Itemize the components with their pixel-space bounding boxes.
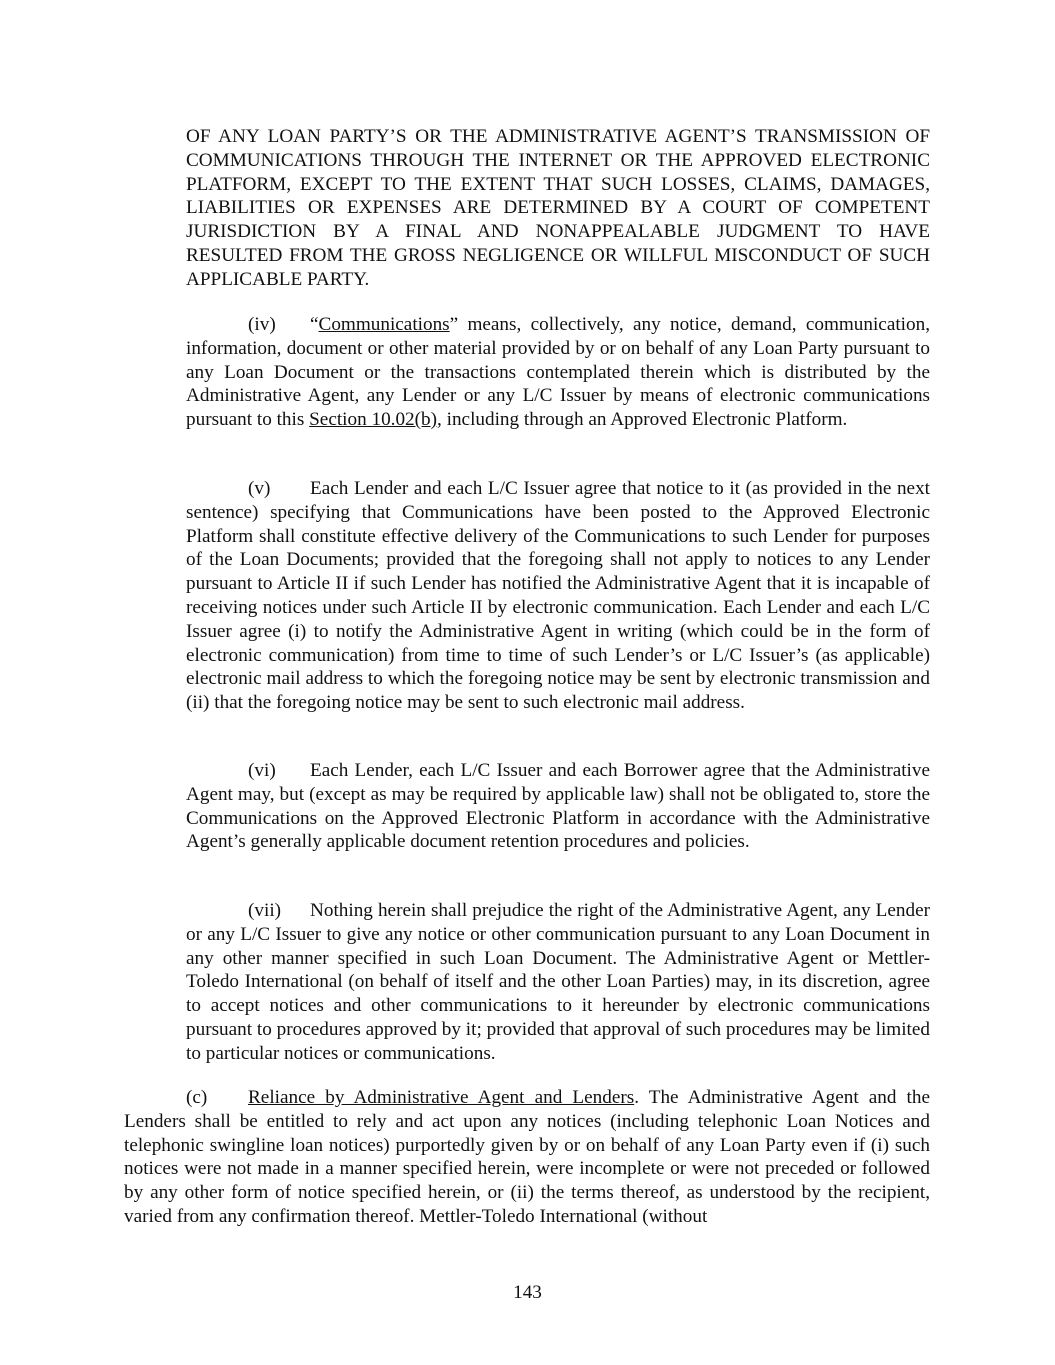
paragraph-number: (v) (248, 478, 271, 499)
paragraph-text: ” means, collectively, any notice, demand, communication, information, document or other material provided by or on behalf of any Loan Party pursuant to any Loan Document or the transactions contemplated therein which is distributed by the Administrative Agent, any Lender or any L/C Issuer by means of electronic communications pursuant to this (186, 314, 930, 431)
paragraph-text: . The Administrative Agent and the Lenders shall be entitled to rely and act upon any notices (including telephonic Loan Notices and telephonic swingline loan notices) purportedly given by or on behalf of any Loan Party even if (i) such notices were not made in a manner specified herein, were incomplete or were not preceded or followed by any other form of notice specified herein, or (ii) the terms thereof, as understood by the recipient, varied from any confirmation thereof. Mettler-Toledo International (without (124, 1087, 930, 1227)
paragraph-number: (vii) (248, 900, 282, 921)
paragraph-c (124, 1086, 930, 1229)
paragraph-caps-disclaimer: OF ANY LOAN PARTY’S OR THE ADMINISTRATIVE AGENT’S TRANSMISSION OF COMMUNICATIONS THROUGH THE INTERNET OR THE APPROVED ELECTRONIC PLATFORM, EXCEPT TO THE EXTENT THAT SUCH LOSSES, CLAIMS, DAMAGES, LIABILITIES OR EXPENSES ARE DETERMINED BY A COURT OF COMPETENT JURISDICTION BY A FINAL AND NONAPPEALABLE JUDGMENT TO HAVE RESULTED FROM THE GROSS NEGLIGENCE OR WILLFUL MISCONDUCT OF SUCH APPLICABLE PARTY. (186, 126, 930, 290)
paragraph-number: (vi) (248, 760, 276, 781)
section-heading: Reliance by Administrative Agent and Lenders (248, 1087, 635, 1108)
section-reference: Section 10.02(b) (309, 409, 438, 431)
page-number: 143 (513, 1282, 542, 1303)
paragraph-text: Each Lender, each L/C Issuer and each Borrower agree that the Administrative Agent may, but (except as may be required by applicable law) shall not be obligated to, store the Communications on the Approved Electronic Platform in accordance with the Administrative Agent’s generally applicable document retention procedures and policies. (186, 760, 930, 853)
quote-open: “ (310, 314, 319, 335)
paragraph-vii (186, 899, 930, 1066)
paragraph-number: (iv) (248, 314, 276, 335)
paragraph-number: (c) (186, 1087, 208, 1108)
paragraph-text: Each Lender and each L/C Issuer agree that notice to it (as provided in the next sentence) specifying that Communications have been posted to the Approved Electronic Platform shall constitute effective delivery of the Communications to such Lender for purposes of the Loan Documents; provided that the foregoing shall not apply to notices to any Lender pursuant to Article II if such Lender has notified the Administrative Agent that it is incapable of receiving notices under such Article II by electronic communication. Each Lender and each L/C Issuer agree (i) to notify the Administrative Agent in writing (which could be in the form of electronic communication) from time to time of such Lender’s or L/C Issuer’s (as applicable) electronic mail address to which the foregoing notice may be sent by electronic transmission and (ii) that the foregoing notice may be sent to such electronic mail address. (186, 478, 930, 714)
defined-term: Communications (318, 314, 450, 335)
paragraph-text: Nothing herein shall prejudice the right of the Administrative Agent, any Lender or any L/C Issuer to give any notice or other communication pursuant to any Loan Document in any other manner specified in such Loan Document. The Administrative Agent or Mettler-Toledo International (on behalf of itself and the other Loan Parties) may, in its discretion, agree to accept notices and other communications to it hereunder by electronic communications pursuant to procedures approved by it; provided that approval of such procedures may be limited to particular notices or communications. (186, 900, 930, 1064)
paragraph-v (186, 477, 930, 715)
paragraph-text: , including through an Approved Electronic Platform. (437, 409, 848, 431)
paragraph-vi (186, 759, 930, 854)
paragraph-iv (186, 313, 930, 432)
